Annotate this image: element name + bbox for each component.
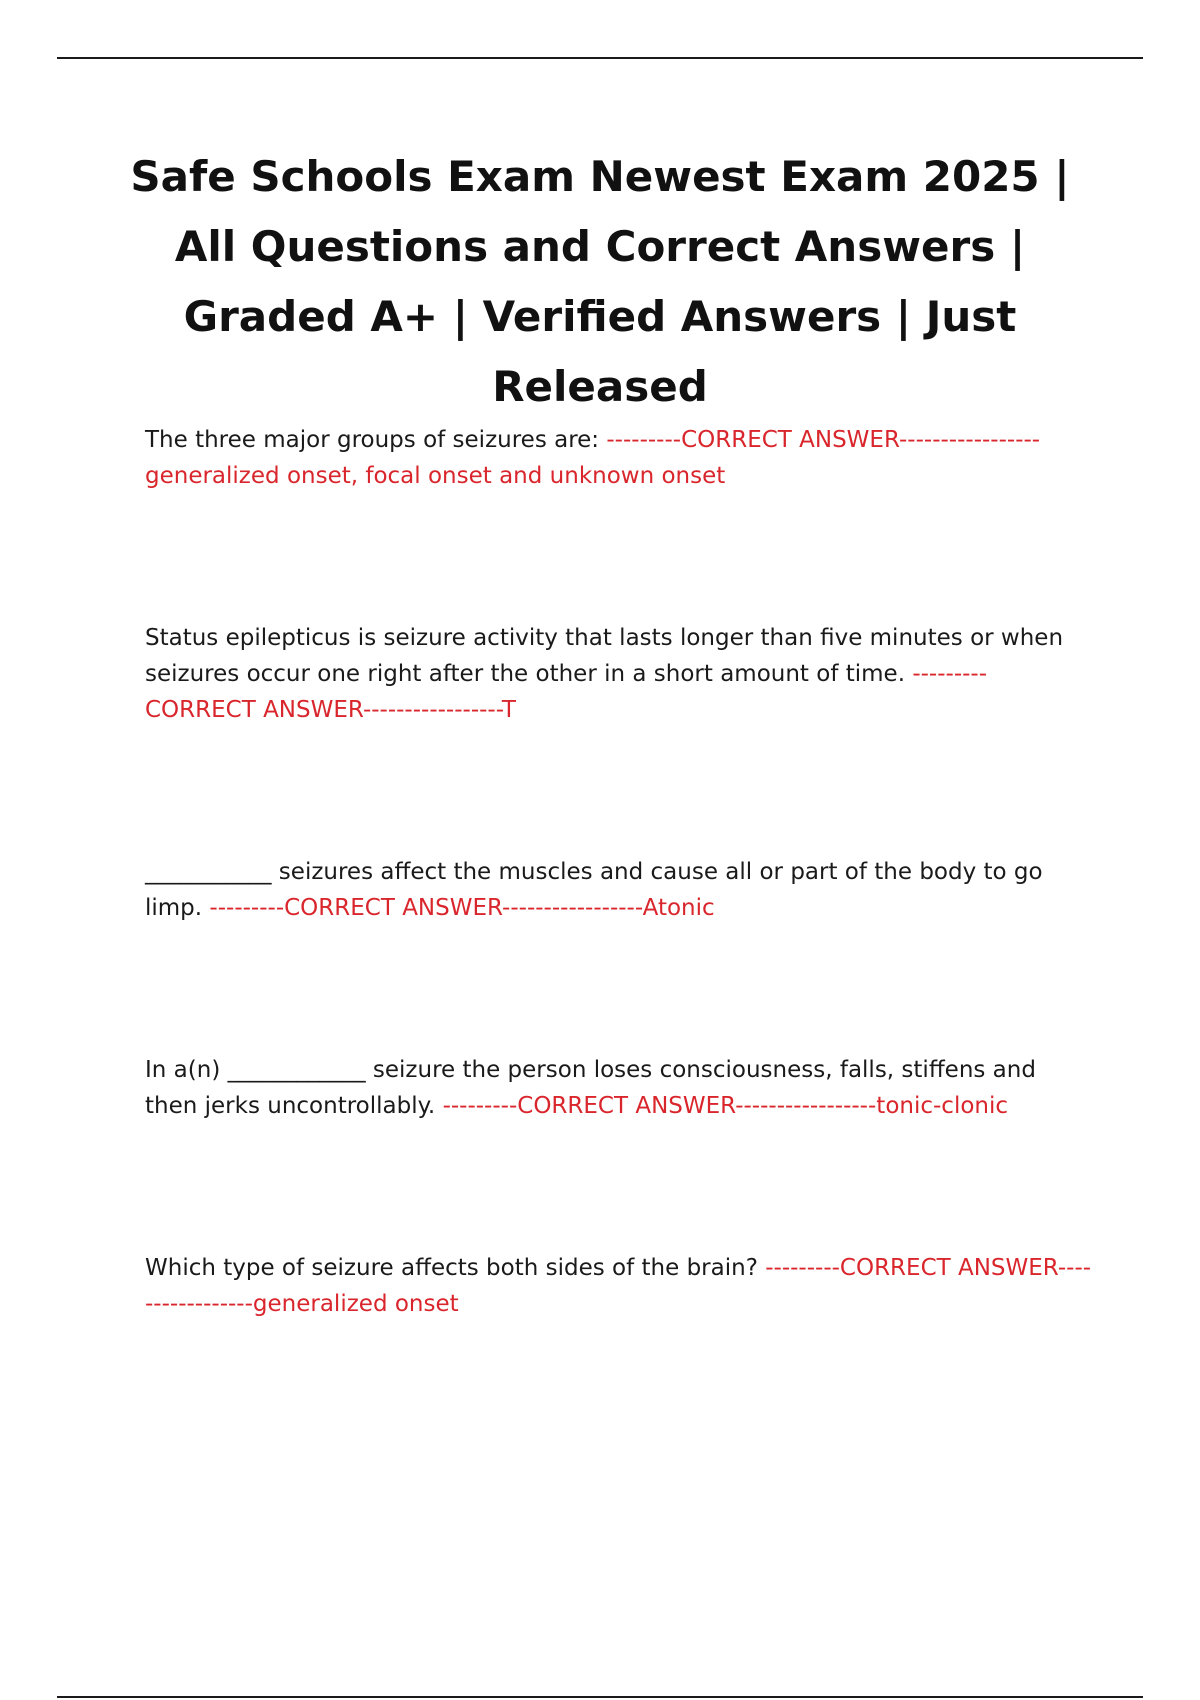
qa-item <box>145 422 1095 494</box>
correct-answer-marker: ---------CORRECT ANSWER----------------- <box>209 895 643 921</box>
qa-item <box>145 620 1095 728</box>
question-text: ___________ seizures affect the muscles and cause all or part of the body to go limp. <box>145 859 1043 921</box>
correct-answer-marker: ---------CORRECT ANSWER----------------- <box>606 427 1041 453</box>
document-title: Safe Schools Exam Newest Exam 2025 | All Questions and Correct Answers | Graded A+ | Verified Answers | Just Released <box>130 152 1070 411</box>
answer-text: Atonic <box>642 895 715 921</box>
answer-text: generalized onset, focal onset and unknown onset <box>145 463 726 489</box>
header-rule <box>57 57 1143 59</box>
correct-answer-marker: ---------CORRECT ANSWER----------------- <box>145 661 988 723</box>
qa-item <box>145 1250 1095 1322</box>
qa-item <box>145 1052 1095 1124</box>
answer-text: T <box>501 697 516 723</box>
answer-text: generalized onset <box>252 1291 459 1317</box>
question-text: Which type of seizure affects both sides of the brain? <box>145 1255 766 1281</box>
question-text: The three major groups of seizures are: <box>145 427 607 453</box>
correct-answer-marker: ---------CORRECT ANSWER----------------- <box>145 1255 1092 1317</box>
question-text: Status epilepticus is seizure activity that lasts longer than five minutes or when seizures occur one right after the other in a short amount of time. <box>145 625 1064 687</box>
answer-text: tonic-clonic <box>876 1093 1009 1119</box>
qa-item <box>145 854 1095 926</box>
correct-answer-marker: ---------CORRECT ANSWER----------------- <box>442 1093 877 1119</box>
question-text: In a(n) ____________ seizure the person loses consciousness, falls, stiffens and then jerks uncontrollably. <box>145 1057 1036 1119</box>
footer-rule <box>57 1696 1143 1698</box>
